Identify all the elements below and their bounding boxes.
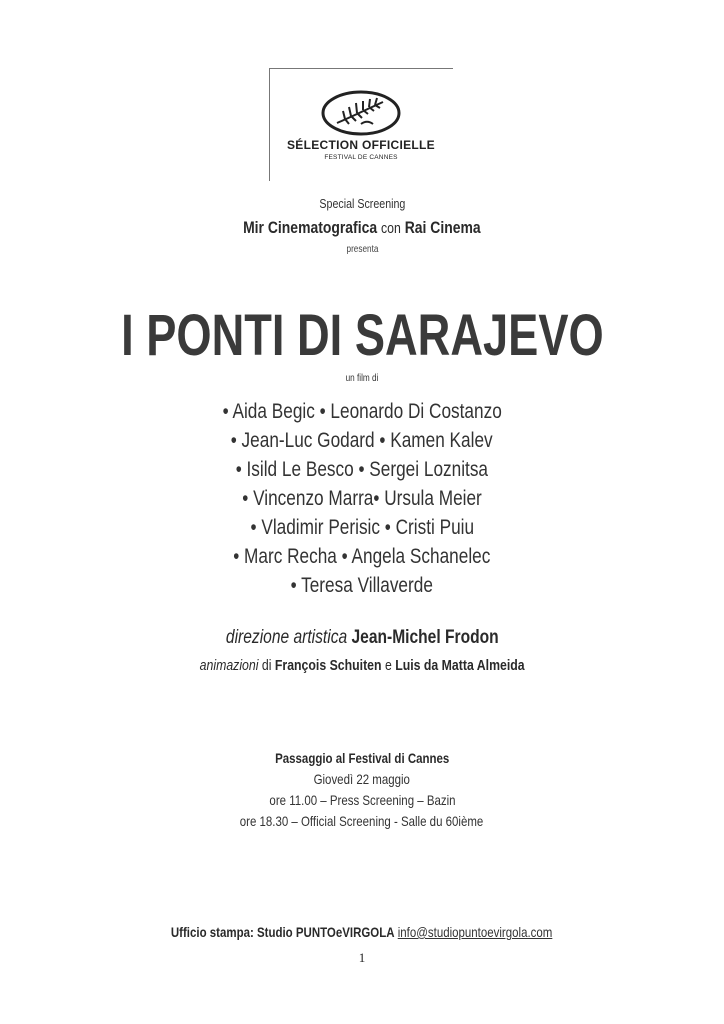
director-line: • Aida Begic • Leonardo Di Costanzo: [222, 400, 502, 423]
schedule-line-1: [0, 792, 724, 808]
logo-subtitle: FESTIVAL DE CANNES: [324, 154, 398, 161]
logo-border-left: [269, 68, 270, 181]
logo-border-top: [269, 68, 453, 69]
director-line: • Teresa Villaverde: [290, 574, 434, 597]
direzione-name: Jean-Michel Frodon: [351, 627, 499, 648]
director-line: • Jean-Luc Godard • Kamen Kalev: [231, 429, 493, 452]
e-word: e: [384, 657, 392, 674]
film-title: [0, 302, 724, 369]
schedule-heading: [0, 750, 724, 766]
presenta-text: presenta: [346, 244, 378, 255]
schedule-date-text: Giovedì 22 maggio: [313, 771, 411, 787]
presenta: [0, 244, 724, 255]
director-line: • Marc Recha • Angela Schanelec: [233, 545, 491, 568]
special-screening-text: Special Screening: [319, 196, 405, 211]
schedule-heading-text: Passaggio al Festival di Cannes: [274, 750, 450, 766]
director-line: • Isild Le Besco • Sergei Loznitsa: [235, 458, 489, 481]
press-office-label: Ufficio stampa: Studio PUNTOeVIRGOLA: [171, 924, 395, 940]
logo-title: SÉLECTION OFFICIELLE: [286, 138, 435, 152]
director-line: • Vladimir Perisic • Cristi Puiu: [250, 516, 474, 539]
film-title-text: I PONTI DI SARAJEVO: [120, 303, 604, 368]
artistic-direction: [0, 627, 724, 649]
producers-line: [0, 218, 724, 238]
schedule-line-2-text: ore 18.30 – Official Screening - Salle du 60ième: [240, 813, 484, 829]
producer-1: Mir Cinematografica: [243, 218, 378, 237]
page-number: 1: [358, 950, 366, 965]
animazioni-label: animazioni: [199, 657, 259, 674]
anim-name-2: Luis da Matta Almeida: [395, 657, 525, 674]
press-office: [0, 924, 724, 940]
animations-credit: [0, 657, 724, 674]
palm-icon: [321, 90, 401, 136]
anim-name-1: François Schuiten: [274, 657, 382, 674]
con-word: con: [381, 220, 401, 237]
schedule-line-2: [0, 813, 724, 829]
un-film-di: [0, 373, 724, 384]
schedule-line-1-text: ore 11.00 – Press Screening – Bazin: [268, 792, 456, 808]
directors-list: [0, 400, 724, 603]
email-link[interactable]: info@studiopuntoevirgola.com: [398, 924, 553, 940]
un-film-di-text: un film di: [345, 373, 379, 384]
producer-2: Rai Cinema: [404, 218, 481, 237]
cannes-logo: [269, 68, 453, 181]
direzione-label: direzione artistica: [225, 627, 347, 648]
schedule-date: [0, 771, 724, 787]
director-line: • Vincenzo Marra• Ursula Meier: [242, 487, 482, 510]
di-word: di: [261, 657, 272, 674]
special-screening: [0, 196, 724, 211]
